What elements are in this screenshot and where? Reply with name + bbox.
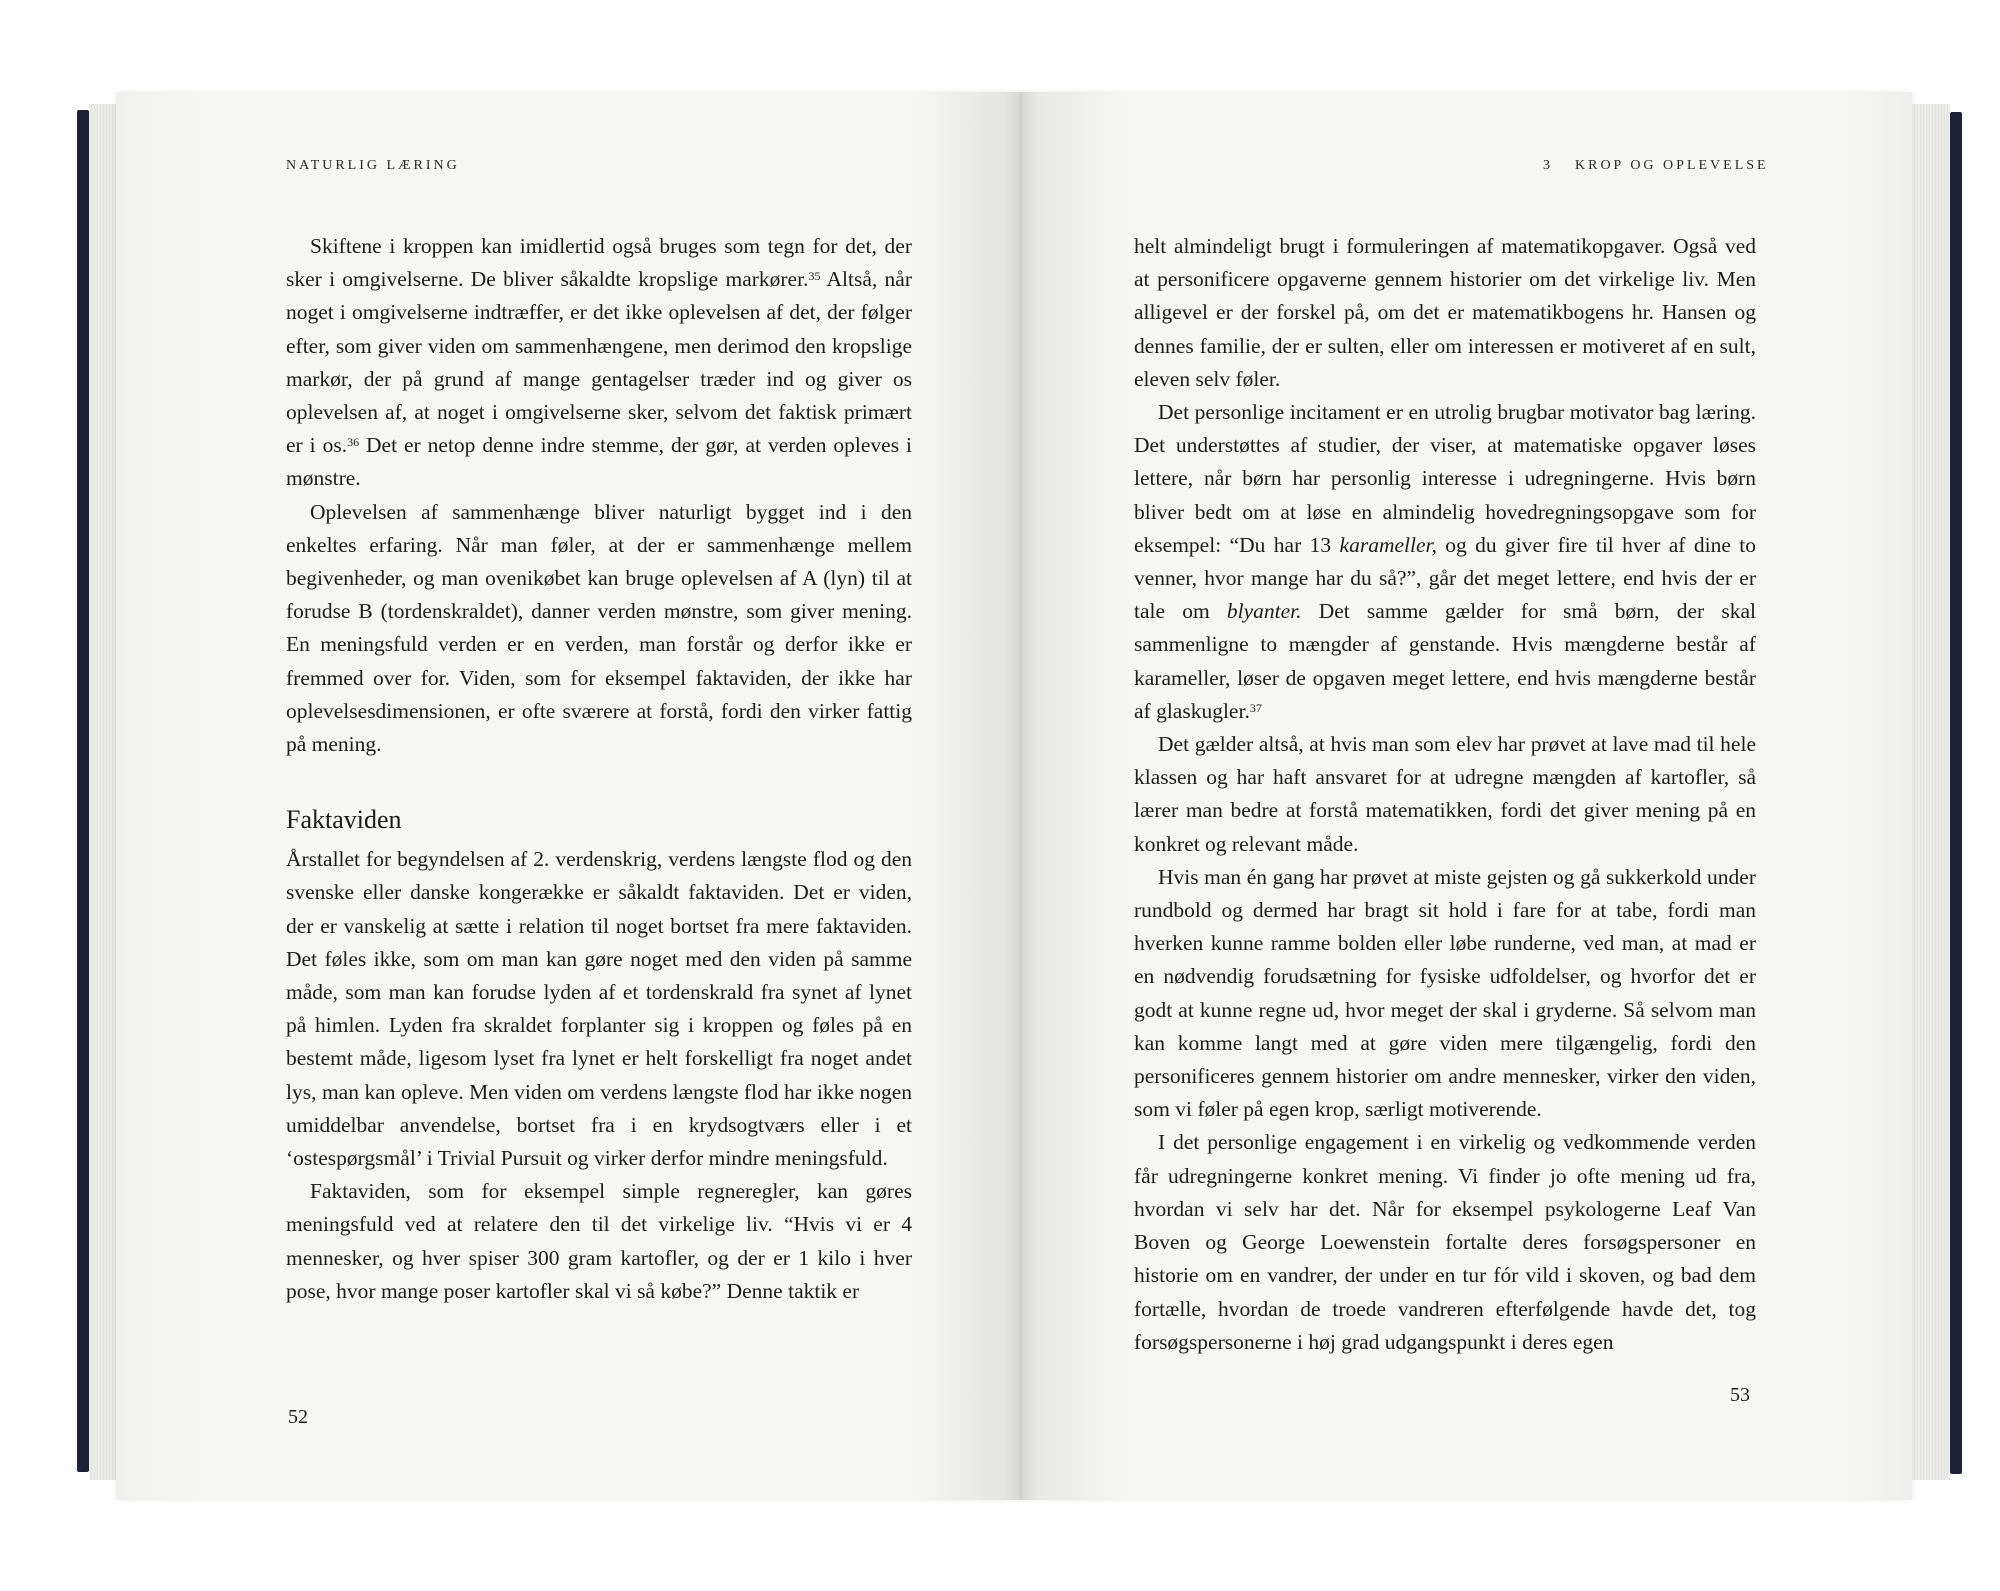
paragraph: Skiftene i kroppen kan imidlertid også bruges som tegn for det, der sker i omgivelserne. De bliver såkaldte kropslige markører.$^{35}$ Altså, når noget i omgivelserne indtræffer, er det ikke oplevelsen af det, der følger efter, som giver viden om sammenhængene, men derimod den kropslige markør, der på grund af mange gentagelser træder ind og giver os oplevelsen af, at noget i omgivelserne sker, selvom det faktisk primært er i os.$^{36}$ Det er netop denne indre stemme, der gør, at verden opleves i mønstre. — [286, 234, 913, 491]
paragraph: Oplevelsen af sammenhænge bliver naturligt bygget ind i den enkeltes erfaring. Når man føler, at der er sammenhænge mellem begivenheder, og man ovenikøbet kan bruge oplevelsen af A (lyn) til at forudse B (tordenskraldet), danner verden mønstre, som giver mening. En meningsfuld verden er en verden, man forstår og derfor ikke er fremmed over for. Viden, som for eksempel faktaviden, der ikke har oplevelsesdimensionen, er ofte sværere at forstå, fordi den virker fattig på mening. — [286, 499, 912, 757]
paragraph: I det personlige engagement i en virkelig og vedkommende verden får udregningerne konkret mening. Vi finder jo ofte mening ud fra, hvordan vi selv har det. Når for eksempel psykologerne Leaf Van Boven og George Loewenstein fortalte deres forsøgspersoner en historie om en vandrer, der under en tur fór vild i skoven, og bad dem fortælle, hvordan de troede vandreren efterfølgende havde det, tog forsøgspersonerne i høj grad udgangspunkt i deres egen — [1134, 1130, 1756, 1354]
paragraph: Faktaviden, som for eksempel simple regneregler, kan gøres meningsfuld ved at relatere den til det virkelige liv. “Hvis vi er 4 mennesker, og hver spiser 300 gram kartofler, og der er 1 kilo i hver pose, hvor mange poser kartofler skal vi så købe?” Denne taktik er — [286, 1179, 912, 1303]
chapter-title: KROP OG OPLEVELSE — [1575, 158, 1769, 173]
book-cover-right-edge — [1950, 112, 1962, 1474]
footnote-ref: 36 — [347, 435, 360, 450]
footnote-ref: 37 — [1249, 700, 1262, 715]
paragraph: Det gælder altså, at hvis man som elev har prøvet at lave mad til hele klassen og har haft ansvaret for at udregne mængden af kartofler, så lærer man bedre at forstå matematikken, fordi det giver mening på en konkret og relevant måde. — [1134, 732, 1756, 856]
running-head-left: NATURLIG LÆRING — [286, 158, 460, 173]
page-number-right: 53 — [1730, 1384, 1750, 1406]
paragraph: Hvis man én gang har prøvet at miste gejsten og gå sukkerkold under rundbold og dermed har bragt sit hold i fare for at tabe, fordi man hverken kunne ramme bolden eller løbe runderne, ved man, at mad er en nødvendig forudsætning for fysiske udfoldelser, og hvorfor det er godt at kunne regne ud, hvor meget der skal i gryderne. Så selvom man kan komme langt med at gøre viden mere tilgængelig, fordi den personificeres gennem historier om andre mennesker, virker den viden, som vi føler på egen krop, særligt motiverende. — [1134, 864, 1756, 1122]
right-page-text — [1134, 230, 1756, 1359]
paragraph: helt almindeligt brugt i formuleringen af matematikopgaver. Også ved at personificere opgaverne gennem historier om det virkelige liv. Men alligevel er der forskel på, om det er matematikbogens hr. Hansen og dennes familie, der er sulten, eller om interessen er motiveret af en sult, eleven selv føler. — [1134, 234, 1756, 391]
running-head-right — [1543, 158, 1769, 174]
section-heading: Faktaviden — [286, 805, 402, 835]
footnote-ref: 35 — [808, 269, 821, 284]
page-number-left: 52 — [288, 1406, 308, 1428]
book-cover-left-edge — [77, 110, 89, 1472]
page-stack-right — [1906, 104, 1950, 1480]
chapter-number: 3 — [1543, 158, 1553, 173]
left-page-text — [286, 230, 912, 1308]
paragraph: Det personlige incitament er en utrolig brugbar motivator bag læring. Det understøttes af studier, der viser, at matematiske opgaver løses lettere, når børn har personlig interesse i udregningerne. Hvis børn bliver bedt om at løse en almindelig hovedregningsopgave som for eksempel: “Du har 13 karameller, og du giver fire til hver af dine to venner, hvor mange har du så?”, går det meget lettere, end hvis der er tale om blyanter. Det samme gælder for små børn, der skal sammenligne to mængder af genstande. Hvis mængderne består af karameller, løser de opgaven meget lettere, end hvis mængderne består af glaskugler.$^{37}$ — [1134, 400, 1757, 723]
paragraph: Årstallet for begyndelsen af 2. verdenskrig, verdens længste flod og den svenske eller danske kongerække er såkaldt faktaviden. Det er viden, der er vanskelig at sætte i relation til noget bortset fra mere faktaviden. Det føles ikke, som om man kan gøre noget med den viden på samme måde, som man kan forudse lyden af et tordenskrald fra synet af lynet på himlen. Lyden fra skraldet forplanter sig i kroppen og føles på en bestemt måde, ligesom lyset fra lynet er helt forskelligt fra noget andet lys, man kan opleve. Men viden om verdens længste flod har ikke nogen umiddelbar anvendelse, bortset fra i en krydsogtværs eller i et ‘ostespørgsmål’ i Trivial Pursuit og virker derfor mindre meningsfuld. — [286, 847, 912, 1171]
